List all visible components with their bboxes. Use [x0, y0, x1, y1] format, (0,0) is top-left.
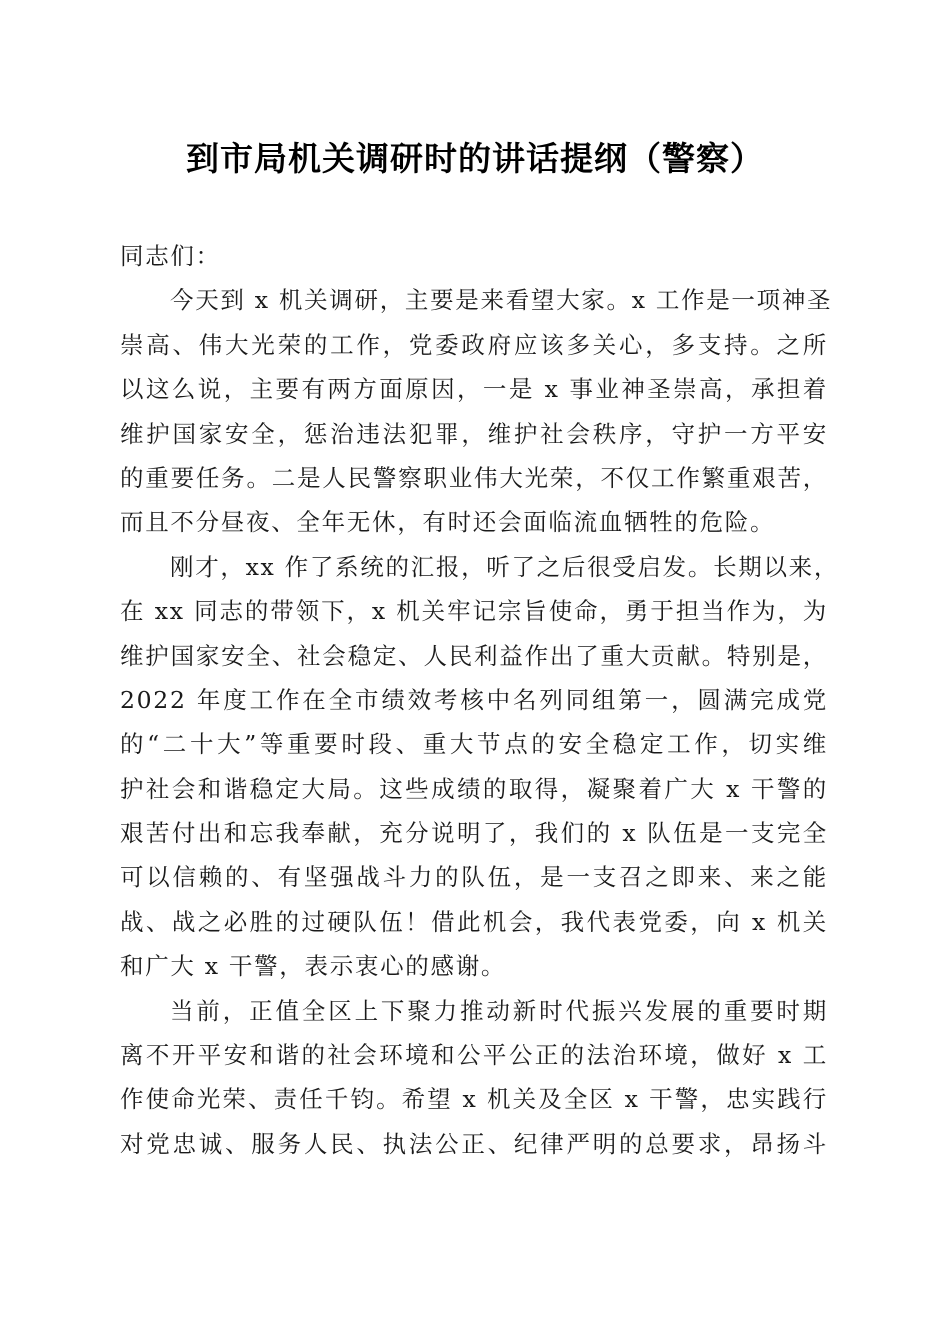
paragraph-line: 崇高、伟大光荣的工作，党委政府应该多关心，多支持。之所 — [120, 330, 828, 359]
paragraph-3 — [120, 989, 828, 1167]
paragraph-line: 维护国家安全，惩治违法犯罪，维护社会秩序，守护一方平安 — [120, 419, 828, 448]
paragraph-line: 战、战之必胜的过硬队伍！借此机会，我代表党委，向 x 机关 — [120, 907, 828, 936]
paragraph-line: 2022 年度工作在全市绩效考核中名列同组第一，圆满完成党 — [120, 685, 828, 714]
paragraph-line: 以这么说，主要有两方面原因，一是 x 事业神圣崇高，承担着 — [120, 375, 828, 404]
paragraph-line: 护社会和谐稳定大局。这些成绩的取得，凝聚着广大 x 干警的 — [120, 774, 828, 803]
paragraph-line: 艰苦付出和忘我奉献，充分说明了，我们的 x 队伍是一支完全 — [120, 819, 828, 848]
paragraph-line: 和广大 x 干警，表示衷心的感谢。 — [120, 952, 507, 981]
paragraph-2 — [120, 545, 840, 989]
paragraph-line: 而且不分昼夜、全年无休，有时还会面临流血牺牲的危险。 — [120, 508, 776, 537]
paragraph-line: 的重要任务。二是人民警察职业伟大光荣，不仅工作繁重艰苦， — [120, 463, 828, 492]
document-title: 到市局机关调研时的讲话提纲（警察） — [186, 139, 764, 178]
paragraph-line: 的“二十大”等重要时段、重大节点的安全稳定工作，切实维 — [120, 730, 828, 759]
paragraph-line: 在 xx 同志的带领下，x 机关牢记宗旨使命，勇于担当作为，为 — [120, 597, 828, 626]
paragraph-line: 今天到 x 机关调研，主要是来看望大家。x 工作是一项神圣 — [170, 286, 833, 315]
paragraph-line: 作使命光荣、责任千钧。希望 x 机关及全区 x 干警，忠实践行 — [120, 1085, 828, 1114]
paragraph-line: 刚才，xx 作了系统的汇报，听了之后很受启发。长期以来， — [170, 552, 840, 581]
paragraph-1 — [120, 278, 833, 544]
paragraph-line: 维护国家安全、社会稳定、人民利益作出了重大贡献。特别是， — [120, 641, 828, 670]
salutation: 同志们： — [120, 242, 221, 270]
paragraph-line: 当前，正值全区上下聚力推动新时代振兴发展的重要时期 — [170, 996, 828, 1025]
paragraph-line: 对党忠诚、服务人民、执法公正、纪律严明的总要求，昂扬斗 — [120, 1129, 828, 1158]
document-body — [120, 234, 840, 1166]
paragraph-line: 可以信赖的、有坚强战斗力的队伍，是一支召之即来、来之能 — [120, 863, 828, 892]
paragraph-line: 离不开平安和谐的社会环境和公平公正的法治环境，做好 x 工 — [120, 1041, 828, 1070]
